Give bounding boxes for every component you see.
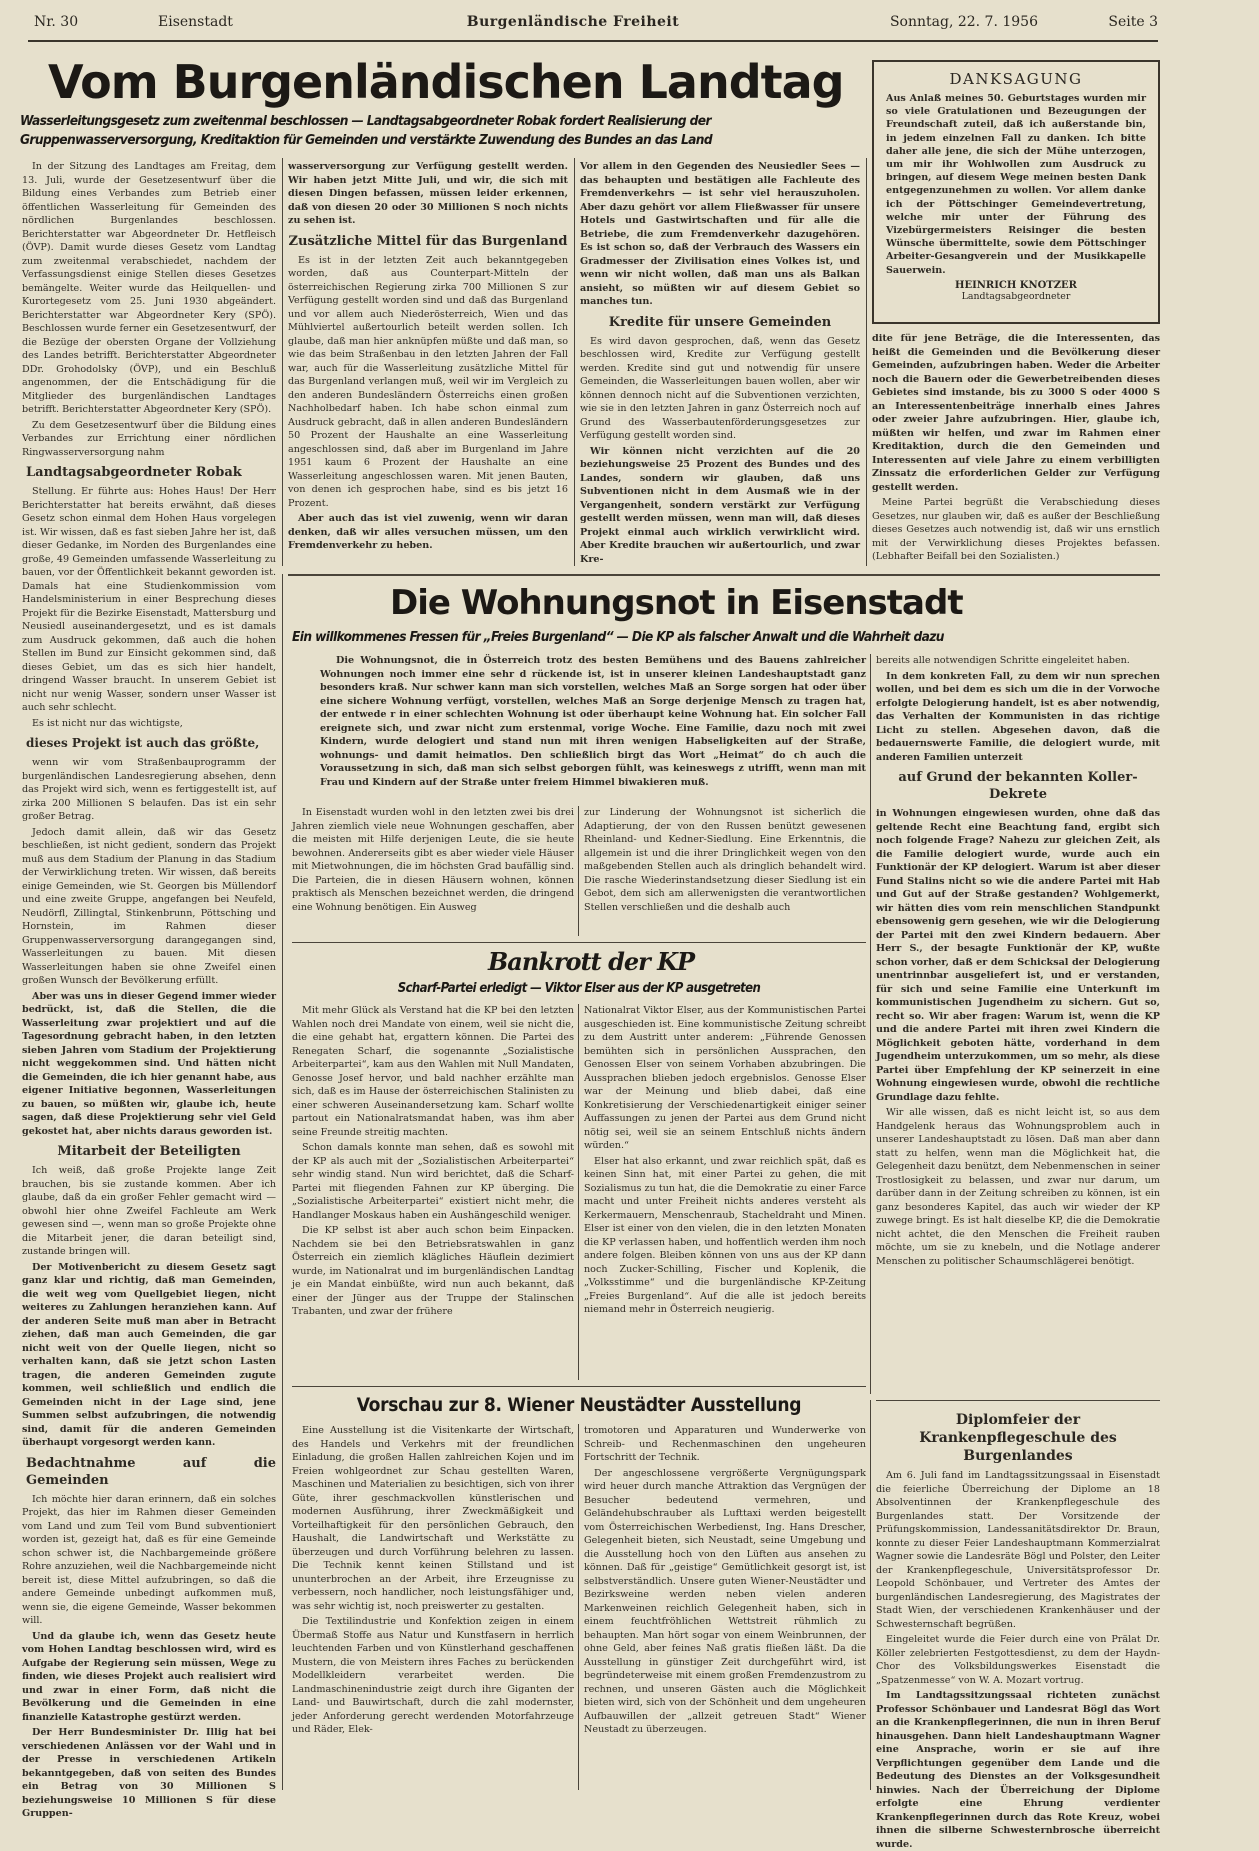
section-rule (288, 574, 1160, 576)
landtag-p6: Aber was uns in dieser Gegend immer wieder bedrückt, ist, daß die Stellen, die die Wasserleitung zwar projektiert und auf die Tagesordnung gebracht haben, in den letzten sieben Jahren vom Stadium der Projektierung nicht weggekommen sind. Und hätten nicht die Gemeinden, die ich hier genannt habe, aus eigener Initiative begonnen, Wasserleitungen zu bauen, so müßten wir, glaube ich, heute sagen, daß diese Projektierung sehr viel Geld gekostet hat, aber nichts daraus geworden ist. (22, 990, 276, 1137)
bankrott-column-b (584, 1004, 866, 1380)
vorschau-headline: Vorschau zur 8. Wiener Neustädter Ausstellung (356, 1394, 802, 1416)
subhead-robak: Landtagsabgeordneter Robak (26, 465, 242, 480)
wohnung-col-a-text: In Eisenstadt wurden wohl in den letzten zwei bis drei Jahren ziemlich viele neue Wohnungen geschaffen, aber die meisten mit Hilfe derjenigen Leute, die sie heute bewohnen. Andererseits gibt es aber wieder viele Häuser mit Mietwohnungen, die im höchsten Grad baufällig sind. Die Parteien, die in diesen Häusern wohnen, können praktisch als Menschen bezeichnet werden, die dringend eine Wohnung benötigen. Ein Ausweg (292, 807, 574, 913)
wohnung-col-c3: in Wohnungen eingewiesen wurden, ohne daß das geltende Recht eine Beachtung fand, ergibt sich noch folgende Frage? Nahezu zur gleichen Zeit, als die Familie delogiert wurde, wurde auch ein Funktionär der KP delogiert. Warum ist aber dieser Fund Stalins nicht so wie die andere Partei mit Hab und Gut auf der Straße gestanden? Wohlgemerkt, wir hätten dies vom rein menschlichen Standpunkt ebensowenig gern gesehen, wie wir die Delogierung der Partei mit den zwei Kindern bedauern. Aber Herr S., der besagte Funktionär der KP, wußte schon vorher, daß er dem Schicksal der Delogierung unentrinnbar ausgeliefert ist, und er verstanden, für sich und seine Familie eine Unterkunft im kommunistischen Jugendheim zu sichern. Gut so, recht so. Wir aber fragen: Warum ist, wenn die KP und die andere Partei mit ihren zwei Kindern die Möglichkeit geboten hätte, vorderhand in dem Jugendheim unterzukommen, um so mehr, als diese Partei über Empfehlung der KP seinerzeit in eine Wohnung eingewiesen wurde, obwohl die rechtliche Grundlage dazu fehlte. (876, 808, 1160, 1103)
danksagung-role: Landtagsabgeordneter (961, 290, 1071, 302)
landtag-p9: Ich möchte hier daran erinnern, daß ein solches Projekt, das hier im Rahmen dieser Gemeinden vom Land und zum Teil vom Bund subventioniert worden ist, gezeigt hat, daß es für eine Gemeinde schon schwer ist, die Nachbargemeinde größere Rohre anzuziehen, weil die Nachbargemeinde nicht bereit ist, diese Mittel aufzubringen, so daß die andere Gemeinde unbedingt aufkommen muß, wenn sie, die eigene Gemeinde, Wasser bekommen will. (22, 1493, 276, 1626)
wohnung-column-c (876, 654, 1160, 1394)
landtag-p10: Und da glaube ich, wenn das Gesetz heute vom Hohen Landtag beschlossen wird, wird es Aufgabe der Regierung sein müssen, Wege zu finden, wie dieses Projekt auch realisiert wird und zwar in einer Form, daß nicht die Bevölkerung und die Gemeinden in eine finanzielle Katastrophe gestürzt werden. (22, 1630, 276, 1723)
landtag-column-4 (872, 332, 1160, 566)
wohnung-lead-text: Die Wohnungsnot, die in Österreich trotz des besten Bemühens und des Bauens zahlreicher Wohnungen noch immer eine sehr d rückende ist, ist in unserer kleinen Landeshauptstadt ganz besonders kraß. Nur schwer kann man sich vorstellen, welches Maß an Sorge sorgen hat oder über eine sichere Wohnung verfügt, vorstellen, welches Maß an Sorge derjenige Mensch zu tragen hat, der entwede r in einer schlechten Wohnung ist oder überhaupt keine Wohnung hat. Ein solcher Fall ereignete sich, und zwar nicht zum erstenmal, vorige Woche. Eine Familie, dazu noch mit zwei Kindern, wurde delogiert und stand nun mit ihren wenigen Habseligkeiten auf der Straße, wohnungs- und damit heimatlos. Den schließlich birgt das Wort „Heimat“ do ch auch die Voraussetzung in sich, daß man sich selbst geborgen fühlt, was keineswegs z utrifft, wenn man mit Frau und Kindern auf der Straße unter freiem Himmel biwakieren muß. (320, 655, 866, 788)
landtag-p4: wenn wir vom Straßenbauprogramm der burgenländischen Landesregierung absehen, denn das Projekt wird sich, wenn es fertiggestellt ist, auf zirka 200 Millionen S belaufen. Das ist ein sehr großer Betrag. (22, 757, 276, 822)
column-rule (578, 806, 579, 936)
diplom-p1: Am 6. Juli fand im Landtagssitzungssaal in Eisenstadt die feierliche Überreichung der Diplome an 18 Absolventinnen der Krankenpflegeschule des Burgenlandes statt. Der Vorsitzende der Prüfungskommission, Landessanitätsdirektor Dr. Braun, konnte zu dieser Feier Landeshauptmann Kommerzialrat Wagner sowie die Landesräte Bögl und Polster, den Leiter der Krankenpflegeschule, Universitätsprofessor Dr. Leopold Schönbauer, und Vertreter des Amtes der burgenländischen Landesregierung, des Magistrates der Stadt Wien, der verschiedenen Krankenhäuser und der Schwesternschaft begrüßen. (876, 1470, 1160, 1630)
landtag-col3-p3: Wir können nicht verzichten auf die 20 beziehungsweise 25 Prozent des Bundes und des Landes, sondern wir glauben, daß uns Subventionen nicht in dem Ausmaß wie in der Vergangenheit, sondern verstärkt zur Verfügung gestellt werden müssen, wenn man will, daß dieses Projekt einmal auch wirklich verwirklicht wird. Aber Kredite brauchen wir außertourlich, und zwar Kre- (580, 445, 860, 565)
landtag-p5: Jedoch damit allein, daß wir das Gesetz beschließen, ist nicht gedient, sondern das Projekt muß aus dem Stadium der Planung in das Stadium der Verwirklichung treten. Wir wissen, daß bereits einige Gemeinden, wie St. Georgen bis Müllendorf und eine zweite Gruppe, angefangen bei Neufeld, Neudörfl, Zillingtal, Stinkenbrunn, Pöttsching und Hornstein, im Rahmen dieser Gruppenwasserversorgung darangegangen sind, Wasserleitungen zu bauen. Mit diesen Wasserleitungen haben sie ohne Zweifel einen großen Wunsch der Bevölkerung erfüllt. (22, 826, 276, 986)
landtag-col2-p2: Es ist in der letzten Zeit auch bekanntgegeben worden, daß aus Counterpart-Mitteln der österreichischen Regierung zirka 700 Millionen S zur Verfügung gestellt worden sind und daß das Burgenland und vor allem auch Niederösterreich, Wien und das Mühlviertel außertourlich beteilt werden sollen. Ich glaube, daß man hier anknüpfen müßte und daß man, so wie das beim Straßenbau in den letzten Jahren der Fall war, auch für die Wasserleitung zusätzliche Mittel für das Burgenland verlangen muß, weil wir im Vergleich zu den anderen Bundesländern Österreichs einen großen Nachholbedarf haben. Ich habe schon einmal zum Ausdruck gebracht, daß in allen anderen Bundesländern 50 Prozent der Haushalte an eine Wasserleitung angeschlossen sind, daß aber im Burgenland im Jahre 1951 kaum 6 Prozent der Haushalte an eine Wasserleitung angeschlossen waren. Mit jenen Bauten, von denen ich gesprochen habe, sind es bis jetzt 16 Prozent. (288, 254, 568, 509)
vorschau-col-a-p2: Die Textilindustrie und Konfektion zeigen in einem Übermaß Stoffe aus Natur und Kunstfasern in herrlich leuchtenden Farben und von Künstlerhand geschaffenen Mustern, die von Meistern ihres Faches zu berückenden Modellkleidern verarbeitet werden. Die Landmaschinenindustrie zeigt durch ihre Giganten der Land- und Bauwirtschaft, durch die zahl modernster, jeder Anforderung gerecht werdenden Motorfahrzeuge und Räder, Elek- (292, 1616, 574, 1735)
column-rule (578, 1004, 579, 1380)
wohnung-lead (320, 654, 866, 804)
section-rule (292, 942, 866, 943)
column-rule (866, 158, 867, 566)
landtag-column-3 (580, 160, 860, 566)
page-number: Seite 3 (1108, 14, 1158, 30)
bankrott-deck: Scharf-Partei erledigt — Viktor Elser aus der KP ausgetreten (397, 981, 761, 996)
danksagung-box (872, 60, 1160, 324)
landtag-p3: Es ist nicht nur das wichtigste, (32, 717, 183, 729)
subhead-koller: auf Grund der bekannten Koller-Dekrete (898, 770, 1138, 802)
vorschau-col-b-p1: tromotoren und Apparaturen und Wunderwerke von Schreib- und Rechenmaschinen den ungeheuren Fortschritt der Technik. (584, 1425, 866, 1463)
wohnung-col-b-text: zur Linderung der Wohnungsnot ist sicherlich die Adaptierung, der von den Russen benützt gewesenen Rheinland- und Kedner-Siedlung. Eine Erkenntnis, die allgemein ist und die ihrer Dringlichkeit wegen von den maßgebenden Stellen auch als dringlich behandelt wird. Die rasche Wiederinstandsetzung dieser Siedlung ist ein Gebot, dem sich am allerwenigsten die verantwortlichen Stellen verschließen und die deshalb auch (584, 807, 866, 913)
landtag-column-2 (288, 160, 568, 566)
newspaper-name: Burgenländische Freiheit (466, 14, 680, 30)
wohnung-deck: Ein willkommenes Fressen für „Freies Burgenland“ — Die KP als falscher Anwalt und die Wahrheit dazu (292, 629, 944, 645)
landtag-p8: Der Motivenbericht zu diesem Gesetz sagt ganz klar und richtig, daß man Gemeinden, die weit weg vom Quellgebiet liegen, nicht weiteres zu Zahlungen heranziehen kann. Auf der anderen Seite muß man aber in Betracht ziehen, daß man auch Gemeinden, die gar nicht weit von der Quelle liegen, nicht so verhalten kann, daß sie jetzt schon Lasten tragen, die anderen Gemeinden zugute kommen, weil schließlich und endlich die Gemeinden nicht in der Lage sind, jene Summen selbst aufzubringen, die notwendig sind, damit für die anderen Gemeinden überhaupt vorgesorgt werden kann. (22, 1261, 276, 1448)
section-rule (876, 1400, 1160, 1401)
danksagung-title: DANKSAGUNG (949, 70, 1083, 88)
bankrott-col-a-p1: Mit mehr Glück als Verstand hat die KP bei den letzten Wahlen noch drei Mandate von einem, weil sie nicht die, die eine gehabt hat, ergattern können. Die Partei des Renegaten Scharf, die sogenannte „Sozialistische Arbeiterpartei“, kam aus den Wahlen mit Null Mandaten, Genosse Josef hervor, und bald nachher erzählte man sich, daß es im Hause der österreichischen Stalinisten zu einer schweren Auseinandersetzung kam. Scharf wollte partout ein Nationalratsmandat haben, was ihm aber seine Freunde streitig machten. (292, 1005, 574, 1138)
landtag-deck-line1: Wasserleitungsgesetz zum zweitenmal beschlossen — Landtagsabgeordneter Robak fordert Realisierung der (20, 113, 711, 129)
vorschau-col-b-p2: Der angeschlossene vergrößerte Vergnügungspark wird heuer durch manche Attraktion das Vergnügen der Besucher bedeutend vermehren, und Geländehubschrauber als Lufttaxi werden beigestellt vom Österreichischen Werbedienst, Ing. Hans Drescher, Gelegenheit bieten, sich Neustadt, seine Umgebung und die Ausstellung hoch von den Lüften aus ansehen zu können. Daß für „geistige“ Gemütlichkeit gesorgt ist, ist selbstverständlich. Unsere guten Wiener-Neustädter und Bezirksweine werden neben vielen anderen Markenweinen reichlich Gelegenheit haben, sich in einem feuchtfröhlichen Wettstreit rühmlich zu behaupten. Man hört sogar von einem Weinbrunnen, der ohne Geld, aber feines Naß gratis fließen läßt. Da die Ausstellung in günstiger Zeit durchgeführt wird, ist begründeterweise mit einem großen Fremdenzustrom zu rechnen, und unseren Gästen auch die Möglichkeit bieten wird, sich von der Schönheit und dem ungeheuren Aufbauwillen der „allzeit getreuen Stadt“ Wiener Neustadt zu überzeugen. (584, 1467, 866, 1735)
bankrott-col-a-p2: Schon damals konnte man sehen, daß es sowohl mit der KP als auch mit der „Sozialistischen Arbeiterpartei“ sehr windig stand. Nun wird berichtet, daß die Scharf-Partei mit fliegenden Fahnen zur KP überging. Die „Sozialistische Arbeiterpartei“ existiert nicht mehr, die Handlanger Moskaus haben ein Aushängeschild weniger. (292, 1142, 574, 1221)
section-rule (292, 1386, 866, 1387)
subhead-bedacht: Bedachtnahme auf die Gemeinden (26, 1455, 276, 1488)
landtag-deck-line2: Gruppenwasserversorgung, Kreditaktion für Gemeinden und verstärkte Zuwendung des Bundes an das Land (20, 132, 713, 148)
column-rule (574, 158, 575, 566)
vorschau-column-b (584, 1424, 866, 1790)
subhead-groesste: dieses Projekt ist auch das größte, (26, 736, 260, 750)
landtag-col3-p1: Vor allem in den Gegenden des Neusiedler Sees — das behaupten und bestätigen alle Fachleute des Fremdenverkehrs — ist sehr viel herauszuholen. Aber dazu gehört vor allem Fließwasser für unsere Hotels und Gastwirtschaften und für alle die Betriebe, die zum Fremdenverkehr dazugehören. Es ist schon so, daß der Verbrauch des Wassers ein Gradmesser der Zivilisation eines Volkes ist, und wenn wir nicht wollen, daß man uns als Balkan ansieht, so müßten wir auf diesem Gebiet so manches tun. (580, 161, 860, 307)
bankrott-col-b-p1: Nationalrat Viktor Elser, aus der Kommunistischen Partei ausgeschieden ist. Eine kommunistische Zeitung schreibt zu dem Austritt unter anderem: „Führende Genossen bemühten sich in persönlichen Aussprachen, den Genossen Elser von seinem Vorhaben abzubringen. Die Aussprachen blieben jedoch ergebnislos. Genosse Elser war der Meinung und blieb dabei, daß eine Konkretisierung der Verschiedenartigkeit einiger seiner Auffassungen zu jenen der Partei aus dem Grund nicht nötig sei, weil sie an seinem Entschluß nichts ändern würden.“ (584, 1005, 866, 1151)
diplom-headline: Diplomfeier der Krankenpflegeschule des Burgenlandes (919, 1412, 1117, 1464)
landtag-robak-text: Stellung. Er führte aus: Hohes Haus! Der Herr Berichterstatter hat bereits erwähnt, daß dieses Gesetz schon einmal dem Hohen Haus vorgelegen ist. Wir wissen, daß es fast sieben Jahre her ist, daß dieser Gedanke, im Norden des Burgenlandes eine große, 49 Gemeinden umfassende Wasserleitung zu bauen, vor der Öffentlichkeit bekannt geworden ist. Damals hat eine Studienkommission vom Handelsministerium in einer Besprechung dieses Projekt für die Bezirke Eisenstadt, Mattersburg und Neusiedl auseinandergesetzt, und es ist damals zum Ausdruck gekommen, daß auch die hohen Stellen im Bund zur Einsicht gekommen sind, daß dieses Gebiet, um das es sich hier handelt, dringend Wasser braucht. In unserem Gebiet ist nicht nur wenig Wasser, sondern unser Wasser ist auch sehr schlecht. (22, 486, 276, 713)
danksagung-signature: HEINRICH KNOTZER (955, 279, 1077, 291)
landtag-col2-p1: wasserversorgung zur Verfügung gestellt werden. Wir haben jetzt Mitte Juli, und wir, die sich mit diesen Dingen befassen, müssen leider erkennen, daß von diesen 20 oder 30 Millionen S noch nichts zu sehen ist. (288, 161, 568, 226)
column-rule (578, 1424, 579, 1790)
bankrott-col-a-p3: Die KP selbst ist aber auch schon beim Einpacken. Nachdem sie bei den Betriebsratswahlen in ganz Österreich ein ziemlich klägliches Häuflein dezimiert wurde, im Nationalrat und im burgenländischen Landtag je ein Mandat einbüßte, wird nun auch bekannt, daß einer der Jünger aus der Truppe der Stalinschen Trabanten, und zwar der frühere (292, 1225, 574, 1317)
landtag-col3-p2: Es wird davon gesprochen, daß, wenn das Gesetz beschlossen wird, Kredite zur Verfügung gestellt werden. Kredite sind gut und notwendig für unsere Gemeinden, die Wasserleitungen bauen wollen, aber wir können dennoch nicht auf die Subventionen verzichten, wie sie in den letzten Jahren in ganz Österreich noch auf Grund des Wasserbautenförderungsgesetzes zur Verfügung gestellt worden sind. (580, 335, 860, 441)
issue-number: Nr. 30 (34, 14, 79, 30)
bankrott-col-b-p2: Elser hat also erkannt, und zwar reichlich spät, daß es keinen Sinn hat, mit einer Partei zu gehen, die mit Sozialismus zu tun hat, die die Demokratie zu einer Farce macht und unter Freiheit nichts anderes versteht als Kerkermauern, Menschenraub, Stacheldraht und Minen. Elser ist einer von den vielen, die in den letzten Monaten die KP verlassen haben, und hoffentlich werden ihm noch andere folgen. Bleiben können von uns aus der KP dann noch Zucker-Schilling, Fischer und Koplenik, die „Volksstimme“ und die burgenländische KP-Zeitung „Freies Burgenland“. Auf die alle ist jedoch bereits niemand mehr in Österreich neugierig. (584, 1155, 866, 1315)
column-rule (282, 574, 283, 1790)
bankrott-headline: Bankrott der KP (488, 947, 695, 976)
subhead-kredite: Kredite für unsere Gemeinden (608, 314, 832, 330)
wohnung-col-c4: Wir alle wissen, daß es nicht leicht ist, so aus dem Handgelenk heraus das Wohnungsproblem auch in unserer Landeshauptstadt zu lösen. Daß man aber dann statt zu helfen, wenn man die Möglichkeit hat, die Gelegenheit dazu benützt, dem Nebenmenschen in seiner Trostlosigkeit zu belassen, und zwar nur darum, um darüber dann in der Zeitung schreiben zu können, ist ein ganz besonderes Kapitel, das auch wir wieder der KP zuwege bringt. Es ist halt dieselbe KP, die die Demokratie nicht achtet, die den Menschen die Freiheit rauben möchte, um sie zu knebeln, und die Notlage anderer Menschen zu politischer Schaumschlägerei benötigt. (876, 1107, 1160, 1267)
wohnung-headline: Die Wohnungsnot in Eisenstadt (390, 583, 963, 623)
column-rule (282, 158, 283, 566)
diplom-p2: Eingeleitet wurde die Feier durch eine von Prälat Dr. Köller zelebrierten Festgottesdienst, zu dem der Haydn-Chor des Volksbildungswerkes Eisenstadt die „Spatzenmesse“ von W. A. Mozart vortrug. (876, 1634, 1160, 1686)
page-header (28, 14, 1158, 42)
header-place: Eisenstadt (158, 14, 233, 30)
vorschau-column-a (292, 1424, 574, 1790)
landtag-headline: Vom Burgenländischen Landtag (48, 55, 844, 109)
wohnung-col-c2: In dem konkreten Fall, zu dem wir nun sprechen wollen, und bei dem es sich um die in der Vorwoche erfolgte Delogierung handelt, ist es aber notwendig, das Verhalten der Kommunisten in das richtige Licht zu stellen. Abgesehen davon, daß die bedauernswerte Familie, die delogiert wurde, mit anderen Familien unterzeit (876, 670, 1160, 763)
issue-date: Sonntag, 22. 7. 1956 (889, 14, 1038, 30)
wohnung-column-b (584, 806, 866, 936)
landtag-intro: In der Sitzung des Landtages am Freitag, dem 13. Juli, wurde der Gesetzesentwurf über die Bildung eines Verbandes zum Betrieb einer öffentlichen Wasserleitung für Gemeinden des nördlichen Burgenlandes beschlossen. Berichterstatter war Abgeordneter Dr. Hetfleisch (ÖVP). Damit wurde dieses Gesetz vom Landtag zum zweitenmal verabschiedet, nachdem der Verfassungsdienst einige Stellen dieses Gesetzes bemängelte. Weiter wurde das Heilquellen- und Kurortegesetz vom 25. Juni 1930 abgeändert. Berichterstatter war Abgeordneter Kery (SPÖ). Beschlossen wurde ferner ein Gesetzesentwurf, der die Bezüge der obersten Organe der Vollziehung des Landes betrifft. Berichterstatter Abgeordneter DDr. Grohodolsky (ÖVP), und ein Beschluß angenommen, der die Entschädigung für die Mitglieder des burgenländischen Landtages betrifft. Berichterstatter Abgeordneter Kery (SPÖ). (22, 161, 276, 415)
landtag-col4-p1: dite für jene Beträge, die die Interessenten, das heißt die Gemeinden und die Bevölkerung dieser Gemeinden, aufzubringen haben. Weder die Arbeiter noch die Bauern oder die Gewerbetreibenden dieses Gebietes sind imstande, bis zu 3000 S oder 4000 S an Interessentenbeiträge innerhalb eines Jahres oder zweier Jahre aufzubringen. Hier, glaube ich, müßten wir helfen, und zwar im Rahmen einer Kreditaktion, durch die den Gemeinden und Interessenten auf viele Jahre zu einem verbilligten Zinssatz die erforderlichen Gelder zur Verfügung gestellt werden. (872, 333, 1160, 493)
landtag-p11: Der Herr Bundesminister Dr. Illig hat bei verschiedenen Anlässen vor der Wahl und in der Presse in verschiedenen Artikeln bekanntgegeben, daß von seiten des Bundes ein Betrag von 30 Millionen S beziehungsweise 10 Millionen S für diese Gruppen- (22, 1727, 276, 1819)
column-rule (870, 654, 871, 1394)
bankrott-column-a (292, 1004, 574, 1380)
landtag-column-1 (22, 160, 276, 1819)
landtag-col4-p2: Meine Partei begrüßt die Verabschiedung dieses Gesetzes, nur glauben wir, daß es außer der Beschließung dieses Gesetzes auch notwendig ist, daß wir uns ernstlich mit der Verwirklichung dieses Projektes befassen. (Lebhafter Beifall bei den Sozialisten.) (872, 497, 1160, 562)
subhead-zusaetzlich: Zusätzliche Mittel für das Burgenland (288, 233, 568, 249)
wohnung-column-a (292, 806, 574, 936)
landtag-p7: Ich weiß, daß große Projekte lange Zeit brauchen, bis sie zustande kommen. Aber ich glaube, daß da ein großer Fehler gemacht wird — obwohl hier ohne Zweifel Fachleute am Werk gewesen sind —, wenn man so große Projekte ohne die Mitarbeit jener, die daran beteiligt sind, zustande bringen will. (22, 1165, 276, 1257)
vorschau-col-a-p1: Eine Ausstellung ist die Visitenkarte der Wirtschaft, des Handels und Verkehrs mit der freundlichen Einladung, die großen Hallen zahlreichen Kojen und im Freien wohlgeordnet zur Schau gestellten Waren, Maschinen und Materialien zu besichtigen, sich von ihrer Güte, ihrer geschmackvollen künstlerischen und modernen Ausführung, ihrer Zweckmäßigkeit und Vorteilhaftigkeit für den persönlichen Gebrauch, den Haushalt, die Landwirtschaft und Werkstätte zu überzeugen und durch Vorführung belehren zu lassen. Die Technik kennt keinen Stillstand und ist ununterbrochen an der Arbeit, ihre Erzeugnisse zu verbessern, noch handlicher, noch leistungsfähiger und, was sehr wichtig ist, noch preiswerter zu gestalten. (292, 1425, 574, 1612)
subhead-mitarbeit: Mitarbeit der Beteiligten (57, 1144, 241, 1159)
wohnung-col-c1: bereits alle notwendigen Schritte eingeleitet haben. (876, 655, 1130, 666)
landtag-col2-p3: Aber auch das ist viel zuwenig, wenn wir daran denken, daß wir alles versuchen müssen, um den Fremdenverkehr zu heben. (288, 513, 568, 551)
diplom-p3: Im Landtagssitzungssaal richteten zunächst Professor Schönbauer und Landesrat Bögl das Wort an die Krankenpflegerinnen, die nun in ihren Beruf hinausgehen. Dann hielt Landeshauptmann Wagner eine Ansprache, worin er sie auf ihre Verpflichtungen gegenüber dem Lande und die Bedeutung des Dienstes an der Volksgesundheit hinwies. Nach der Überreichung der Diplome erfolgte eine Ehrung verdienter Krankenpflegerinnen durch das Rote Kreuz, wobei ihnen die silberne Schwesternbrosche überreicht wurde. (876, 1690, 1160, 1850)
landtag-intro-2: Zu dem Gesetzesentwurf über die Bildung eines Verbandes zur Errichtung einer nördlichen Ringwasserversorgung nahm (22, 419, 276, 458)
danksagung-text: Aus Anlaß meines 50. Geburtstages wurden mir so viele Gratulationen und Bezeugungen der Freundschaft zuteil, daß ich außerstande bin, in jedem einzelnen Fall zu danken. Ich bitte daher alle jene, die sich der Mühe unterzogen, um mir ihr Wohlwollen zum Ausdruck zu bringen, auf diesem Wege meinen besten Dank entgegenzunehmen zu wollen. Vor allem danke ich der Pöttschinger Gemeindevertretung, welche mir unter der Führung des Vizebürgermeisters Reisinger die besten Wünsche übermittelte, sowie dem Pöttschinger Arbeiter-Gesangverein und der Musikkapelle Sauerwein. (886, 93, 1146, 276)
diplom-article (876, 1406, 1160, 1850)
column-rule (870, 1400, 871, 1790)
